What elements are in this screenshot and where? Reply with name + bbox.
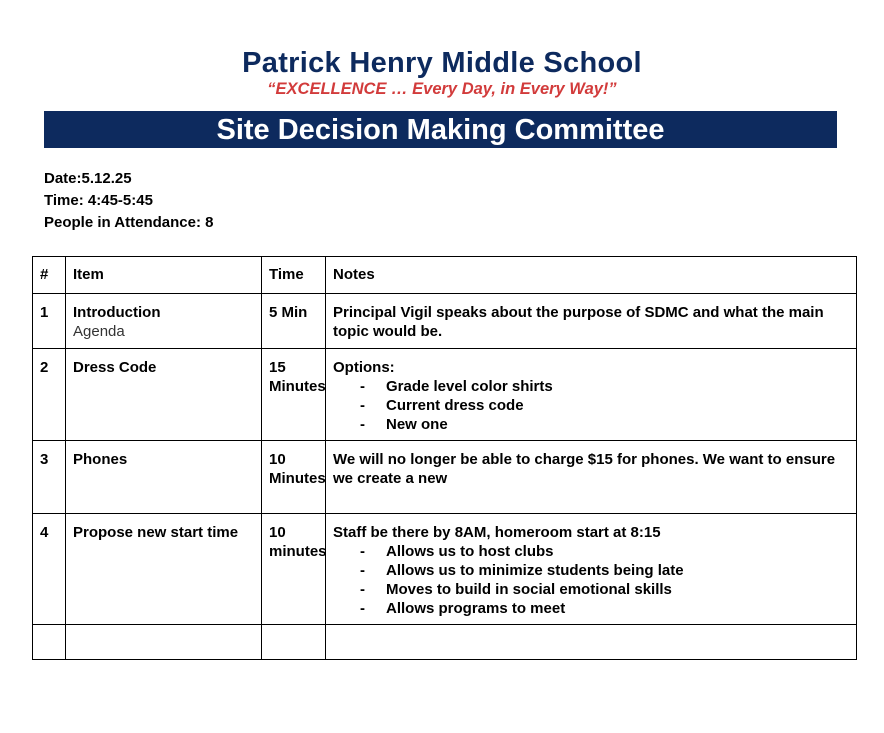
empty-cell: [66, 625, 262, 660]
header-number: #: [33, 257, 66, 294]
notes-text: Staff be there by 8AM, homeroom start at 8:15: [333, 524, 661, 541]
row-number: 1: [33, 294, 66, 349]
header-item: Item: [66, 257, 262, 294]
empty-cell: [326, 625, 857, 660]
attendance-count: People in Attendance: 8: [44, 214, 214, 231]
bullet-item: - Allows programs to meet: [333, 599, 849, 618]
row-item: Propose new start time: [66, 514, 262, 625]
school-name: Patrick Henry Middle School: [242, 47, 642, 79]
row-notes: [326, 514, 857, 625]
school-motto: “EXCELLENCE … Every Day, in Every Way!”: [267, 80, 617, 98]
table-row: [33, 441, 857, 514]
table-header-row: [33, 257, 857, 294]
empty-cell: [262, 625, 326, 660]
committee-banner: Site Decision Making Committee: [44, 111, 837, 148]
item-subtitle: Agenda: [73, 323, 125, 340]
row-notes: [326, 349, 857, 441]
empty-cell: [33, 625, 66, 660]
meeting-time: Time: 4:45-5:45: [44, 192, 153, 209]
row-time: 15 Minutes: [262, 349, 326, 441]
row-time: 5 Min: [262, 294, 326, 349]
bullet-item: - Moves to build in social emotional skills: [333, 580, 849, 599]
notes-bullet-list: [333, 542, 849, 618]
row-number: 4: [33, 514, 66, 625]
agenda-table: [32, 256, 857, 660]
notes-bullet-list: [333, 377, 849, 434]
table-row: [33, 294, 857, 349]
bullet-item: - New one: [333, 415, 849, 434]
row-time: 10 minutes: [262, 514, 326, 625]
table-row: [33, 349, 857, 441]
header-time: Time: [262, 257, 326, 294]
row-time: 10 Minutes: [262, 441, 326, 514]
table-row: [33, 514, 857, 625]
row-number: 2: [33, 349, 66, 441]
bullet-item: - Grade level color shirts: [333, 377, 849, 396]
notes-text: Options:: [333, 359, 395, 376]
row-item: [66, 294, 262, 349]
row-notes: We will no longer be able to charge $15 for phones. We want to ensure we create a new: [326, 441, 857, 514]
header-notes: Notes: [326, 257, 857, 294]
row-item: Phones: [66, 441, 262, 514]
meeting-date: Date:5.12.25: [44, 170, 132, 187]
item-title: Introduction: [73, 304, 161, 321]
bullet-item: - Allows us to host clubs: [333, 542, 849, 561]
row-notes: Principal Vigil speaks about the purpose of SDMC and what the main topic would be.: [326, 294, 857, 349]
row-item: Dress Code: [66, 349, 262, 441]
bullet-item: - Current dress code: [333, 396, 849, 415]
table-row-empty: [33, 625, 857, 660]
row-number: 3: [33, 441, 66, 514]
bullet-item: - Allows us to minimize students being late: [333, 561, 849, 580]
